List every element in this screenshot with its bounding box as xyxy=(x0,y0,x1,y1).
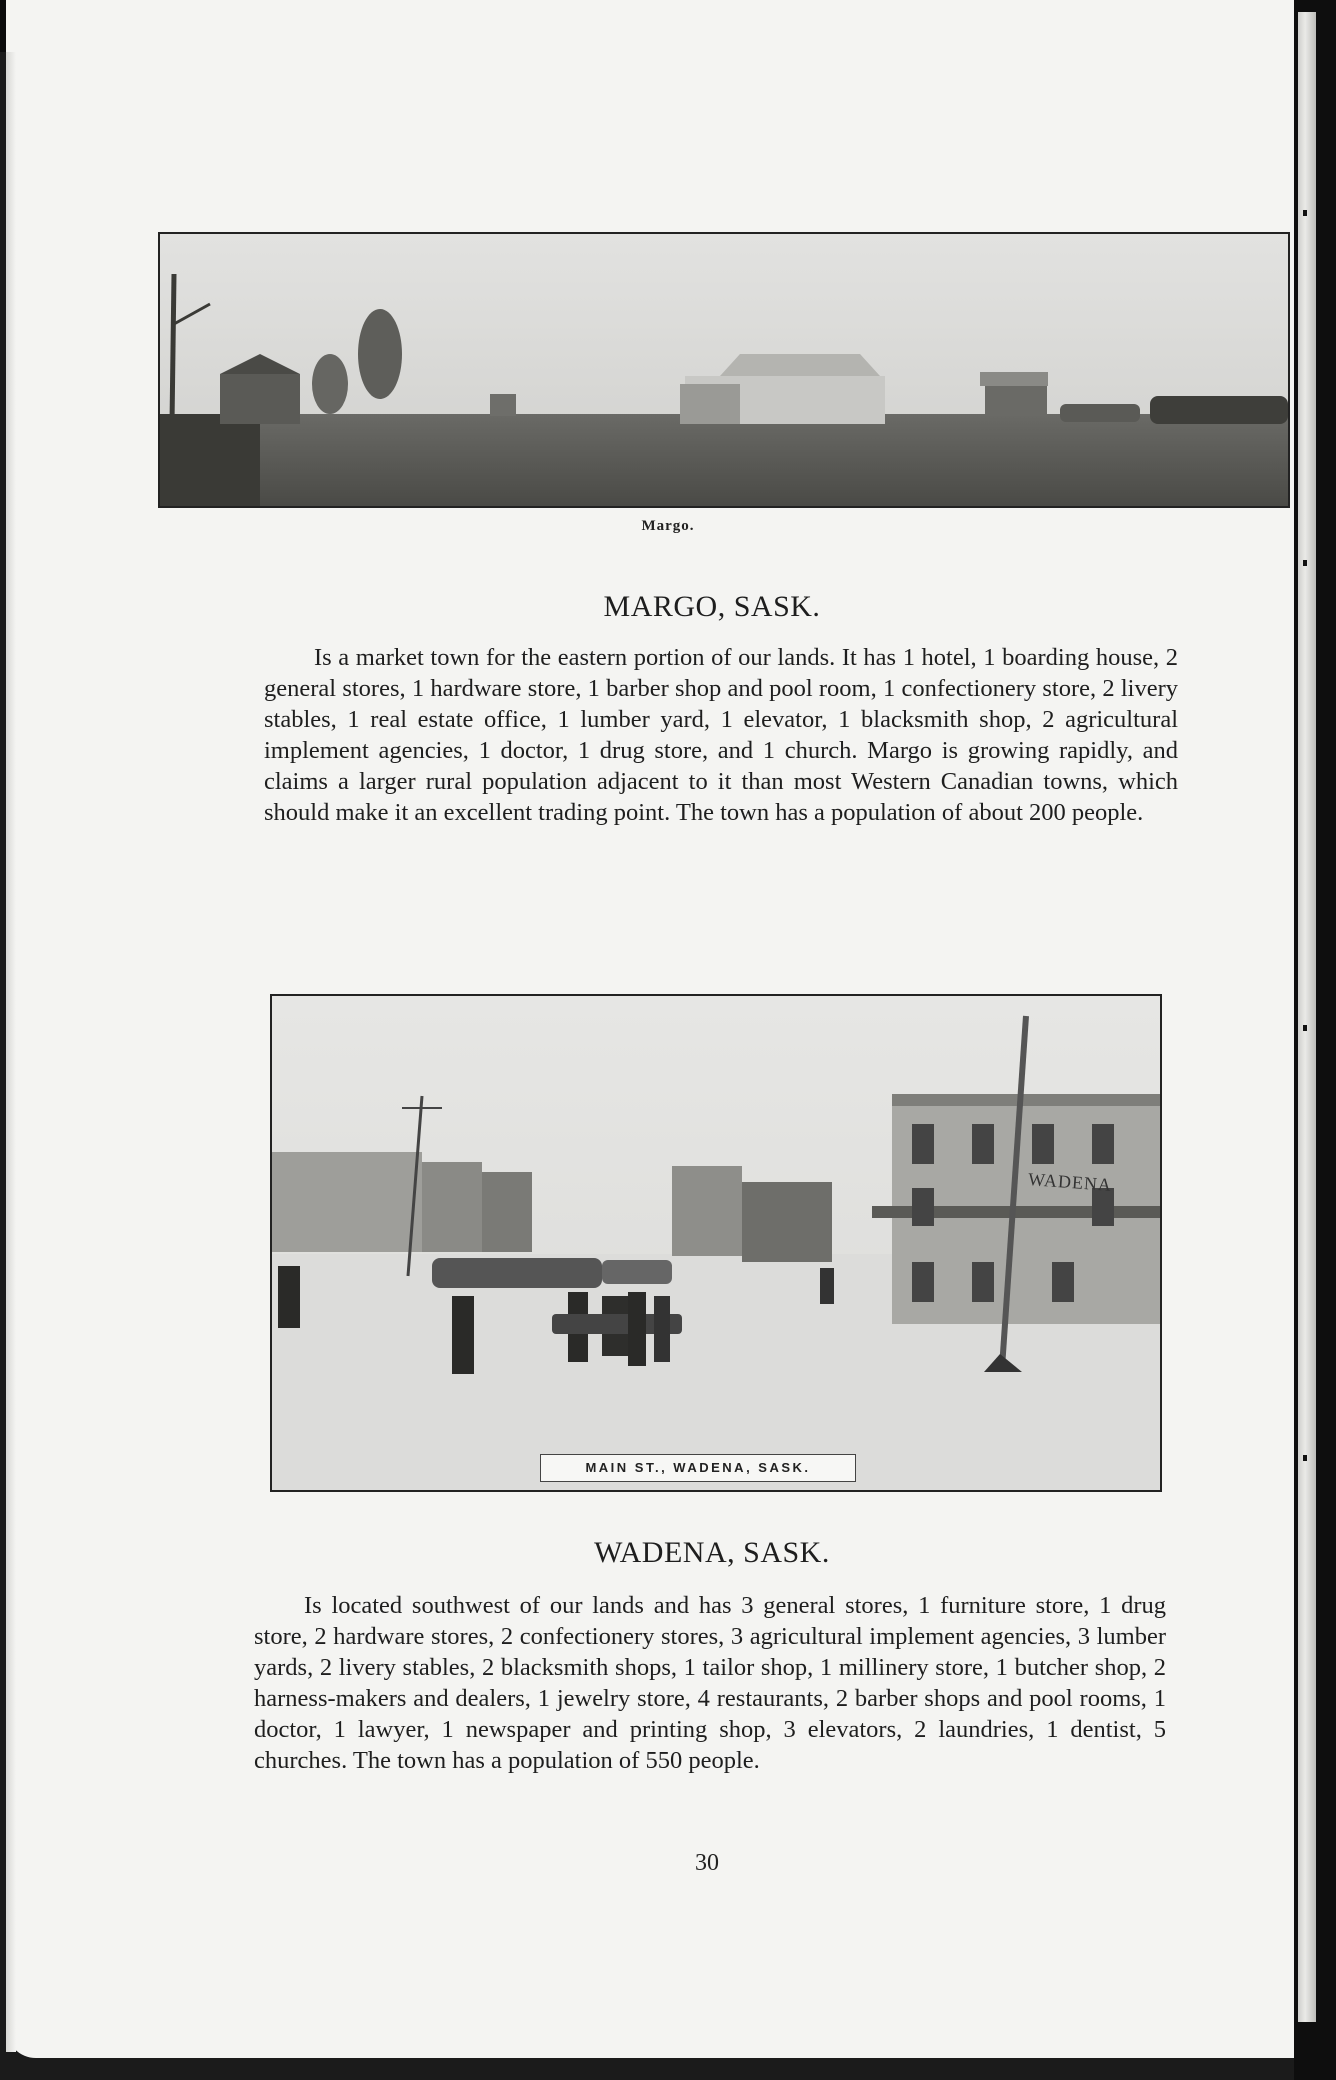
wadena-heading: WADENA, SASK. xyxy=(594,1536,830,1569)
page-edge xyxy=(1298,12,1316,2022)
margo-heading: MARGO, SASK. xyxy=(603,590,821,623)
edge-mark xyxy=(1303,1025,1307,1031)
margo-paragraph: Is a market town for the eastern portion of our lands. It has 1 hotel, 1 boarding house, 2 general stores, 1 hardware store, 1 barber shop and pool room, 1 confectionery store, 2 livery stables, 1 real estate office, 1 lumber yard, 1 elevator, 1 blacksmith shop, 2 agricultural implement agencies, 1 doctor, 1 drug store, and 1 church. Margo is growing rapidly, and claims a larger rural population adjacent to it than most Western Canadian towns, which should make it an excellent trading point. The town has a population of about 200 people. xyxy=(264,644,1178,826)
wadena-paragraph: Is located southwest of our lands and has 3 general stores, 1 furniture store, 1 drug store, 2 hardware stores, 2 confectionery stores, 3 agricultural implement agencies, 3 lumber yards, 2 livery stables, 2 blacksmith shops, 1 tailor shop, 1 millinery store, 1 butcher shop, 2 harness-makers and dealers, 1 jewelry store, 4 restaurants, 2 barber shops and pool rooms, 1 doctor, 1 lawyer, 1 newspaper and printing shop, 3 elevators, 2 laundries, 1 dentist, 5 churches. The town has a population of 550 people. xyxy=(254,1592,1166,1774)
wadena-building-sign: WADENA xyxy=(1027,1169,1113,1195)
margo-photo xyxy=(158,232,1290,508)
edge-mark xyxy=(1303,210,1307,216)
edge-mark xyxy=(1303,560,1307,566)
wadena-main-street-photo xyxy=(270,994,1162,1492)
margo-photo-caption: Margo. xyxy=(641,518,695,534)
main-street-sign: MAIN ST., WADENA, SASK. xyxy=(540,1454,856,1482)
page-left-shadow xyxy=(6,52,16,2052)
page-number: 30 xyxy=(695,1850,719,1876)
edge-mark xyxy=(1303,1455,1307,1461)
